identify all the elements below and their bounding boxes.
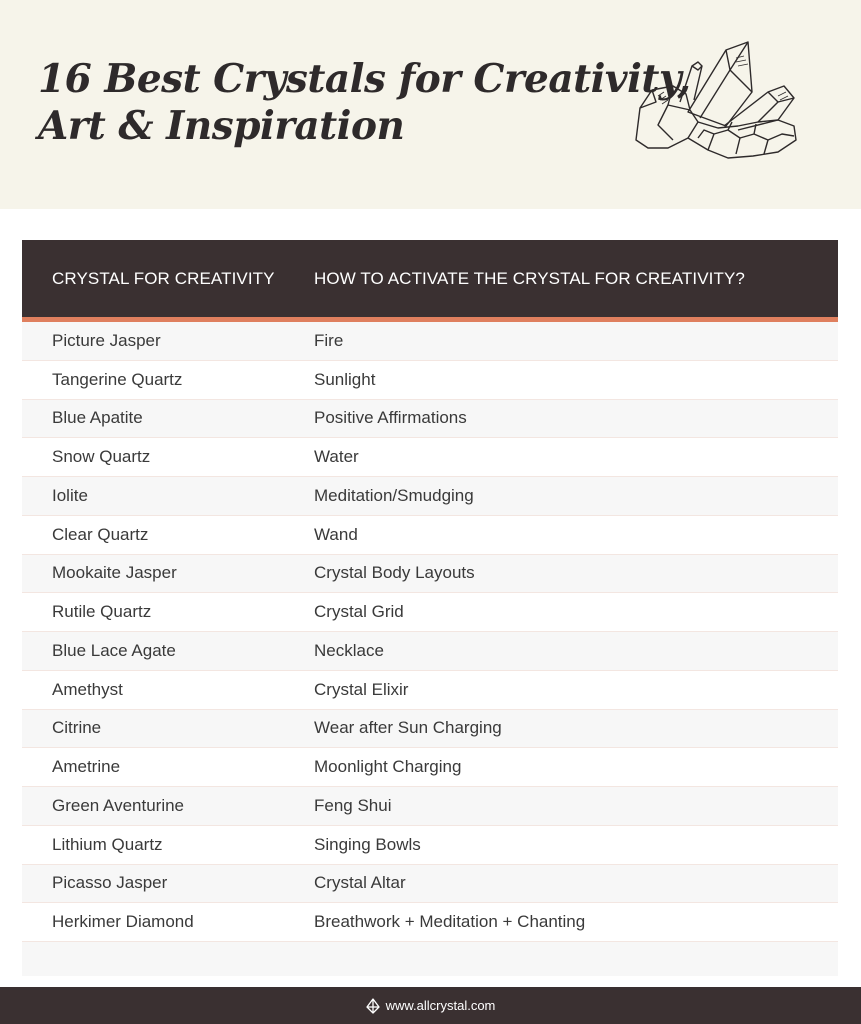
activation-method: Necklace — [314, 640, 384, 660]
column-header-crystal: CRYSTAL FOR CREATIVITY — [52, 268, 275, 288]
table-row — [22, 516, 838, 555]
title-line-1: 16 Best Crystals for Creativity, — [38, 56, 691, 102]
crystal-name: Blue Apatite — [52, 408, 143, 428]
crystal-name: Lithium Quartz — [52, 834, 163, 854]
table-row — [22, 632, 838, 671]
table-row — [22, 593, 838, 632]
activation-method: Breathwork + Meditation + Chanting — [314, 912, 586, 932]
activation-method: Crystal Grid — [314, 602, 404, 622]
hero-banner — [0, 0, 861, 209]
crystal-name: Tangerine Quartz — [52, 369, 183, 389]
table-row — [22, 361, 838, 400]
website-url[interactable]: www.allcrystal.com — [385, 998, 496, 1013]
crystal-name: Snow Quartz — [52, 447, 151, 467]
activation-method: Wear after Sun Charging — [314, 718, 502, 738]
activation-method: Water — [314, 447, 359, 467]
table-row — [22, 826, 838, 865]
crystal-name: Herkimer Diamond — [52, 912, 194, 932]
crystal-name: Clear Quartz — [52, 524, 149, 544]
crystal-name: Ametrine — [52, 757, 121, 777]
crystal-name: Rutile Quartz — [52, 602, 152, 622]
crystal-name: Blue Lace Agate — [52, 640, 176, 660]
table-row — [22, 438, 838, 477]
activation-method: Moonlight Charging — [314, 757, 462, 777]
table-row — [22, 865, 838, 904]
table-body — [22, 322, 838, 976]
table-row — [22, 903, 838, 942]
crystal-logo-icon — [366, 998, 380, 1014]
table-row — [22, 787, 838, 826]
activation-method: Positive Affirmations — [314, 408, 467, 428]
activation-method: Singing Bowls — [314, 834, 421, 854]
table-header — [22, 240, 838, 322]
crystal-name: Picture Jasper — [52, 330, 161, 350]
activation-method: Wand — [314, 524, 358, 544]
table-row — [22, 322, 838, 361]
table-row — [22, 710, 838, 749]
table-row — [22, 477, 838, 516]
crystals-table — [22, 240, 838, 976]
activation-method: Crystal Altar — [314, 873, 406, 893]
crystal-cluster-icon — [628, 30, 803, 170]
footer-bar — [0, 987, 861, 1024]
table-row — [22, 748, 838, 787]
title-line-2: Art & Inspiration — [38, 103, 405, 149]
crystal-name: Picasso Jasper — [52, 873, 168, 893]
page-title — [38, 56, 690, 150]
column-header-activation: HOW TO ACTIVATE THE CRYSTAL FOR CREATIVITY? — [314, 268, 745, 288]
crystal-name: Amethyst — [52, 679, 123, 699]
crystal-name: Green Aventurine — [52, 795, 184, 815]
activation-method: Sunlight — [314, 369, 376, 389]
table-row — [22, 671, 838, 710]
crystal-name: Mookaite Jasper — [52, 563, 177, 583]
activation-method: Crystal Body Layouts — [314, 563, 475, 583]
table-row — [22, 400, 838, 439]
activation-method: Fire — [314, 330, 344, 350]
crystal-name: Iolite — [52, 485, 88, 505]
activation-method: Meditation/Smudging — [314, 485, 474, 505]
activation-method: Feng Shui — [314, 795, 392, 815]
crystal-name: Citrine — [52, 718, 102, 738]
table-row — [22, 555, 838, 594]
activation-method: Crystal Elixir — [314, 679, 409, 699]
table-row-empty — [22, 942, 838, 976]
